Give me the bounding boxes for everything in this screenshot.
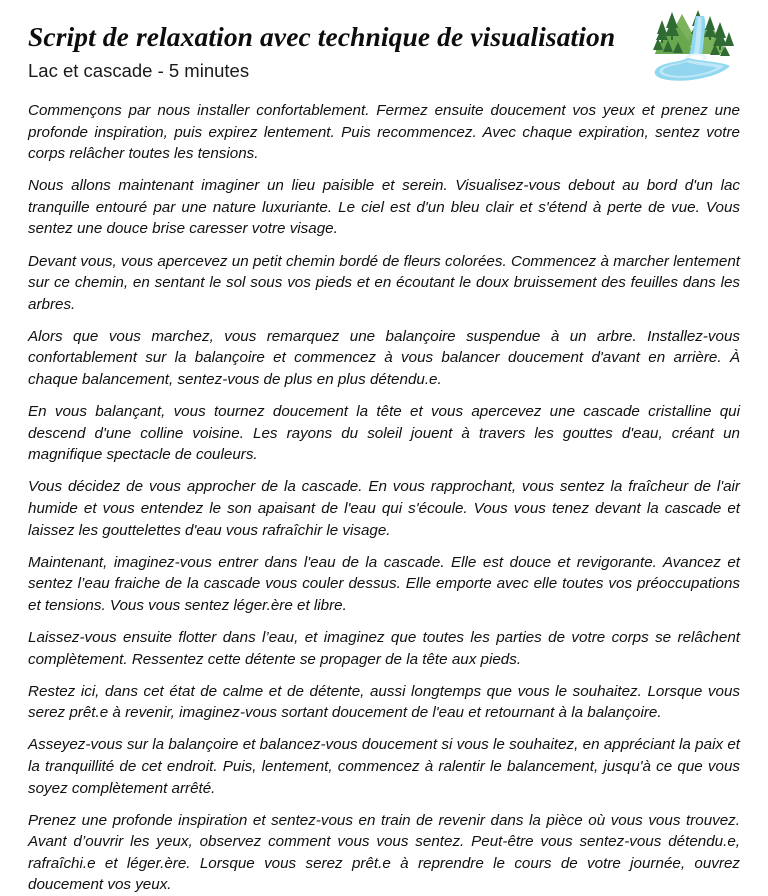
paragraph: Commençons par nous installer confortablement. Fermez ensuite doucement vos yeux et prenez une profonde inspiration, puis expirez lentement. Puis recommencez. Avec chaque expiration, sentez votre corps relâcher toutes les tensions. xyxy=(28,102,740,163)
page-title: Script de relaxation avec technique de visualisation xyxy=(28,21,616,52)
document-body xyxy=(0,92,768,896)
paragraph: Prenez une profonde inspiration et sentez-vous en train de revenir dans la pièce où vous vous trouvez. Avant d’ouvrir les yeux, observez comment vous vous sentez. Peut-être vous sentez-vous détendu.e, rafraîchi.e et léger.ère. Lorsque vous serez prêt.e à reprendre le cours de votre journée, ouvrez doucement vos yeux. xyxy=(28,811,740,894)
paragraph: Devant vous, vous apercevez un petit chemin bordé de fleurs colorées. Commencez à marcher lentement sur ce chemin, en sentant le sol sous vos pieds et en écoutant le doux bruissement des feuilles dans les arbres. xyxy=(28,252,740,313)
paragraph: Maintenant, imaginez-vous entrer dans l'eau de la cascade. Elle est douce et revigorante. Avancez et sentez l’eau fraiche de la cascade vous couler dessus. Elle emporte avec elle toutes vos préoccupations et tensions. Vous vous sentez léger.ère et libre. xyxy=(28,553,740,614)
document-header xyxy=(0,0,768,92)
paragraph: Asseyez-vous sur la balançoire et balancez-vous doucement si vous le souhaitez, en appréciant la paix et la tranquillité de cet endroit. Puis, lentement, commencez à ralentir le balancement, jusqu'à ce que vous soyez complètement arrêté. xyxy=(28,736,740,797)
paragraph: Vous décidez de vous approcher de la cascade. En vous rapprochant, vous sentez la fraîcheur de l'air humide et vous entendez le son apaisant de l'eau qui s'écoule. Vous vous tenez devant la cascade et laissez les gouttelettes d'eau vous rafraîchir le visage. xyxy=(28,478,740,539)
paragraph: Laissez-vous ensuite flotter dans l’eau, et imaginez que toutes les parties de votre corps se relâchent complètement. Ressentez cette détente se propager de la tête aux pieds. xyxy=(28,628,740,668)
paragraph: Alors que vous marchez, vous remarquez une balançoire suspendue à un arbre. Installez-vous confortablement sur la balançoire et commencez à vous balancer doucement d'avant en arrière. À chaque balancement, sentez-vous de plus en plus détendu.e. xyxy=(28,327,740,389)
paragraph: En vous balançant, vous tournez doucement la tête et vous apercevez une cascade cristalline qui descend d'une colline voisine. Les rayons du soleil jouent à travers les gouttes d'eau, créant un magnifique spectacle de couleurs. xyxy=(28,403,740,464)
paragraph: Nous allons maintenant imaginer un lieu paisible et serein. Visualisez-vous debout au bord d'un lac tranquille entouré par une nature luxuriante. Le ciel est d'un bleu clair et s'étend à perte de vue. Vous sentez une douce brise caresser votre visage. xyxy=(28,177,740,238)
paragraph: Restez ici, dans cet état de calme et de détente, aussi longtemps que vous le souhaitez. Lorsque vous serez prêt.e à revenir, imaginez-vous sortant doucement de l'eau et retournant à la balançoire. xyxy=(28,682,740,722)
page-subtitle: Lac et cascade - 5 minutes xyxy=(28,59,250,81)
